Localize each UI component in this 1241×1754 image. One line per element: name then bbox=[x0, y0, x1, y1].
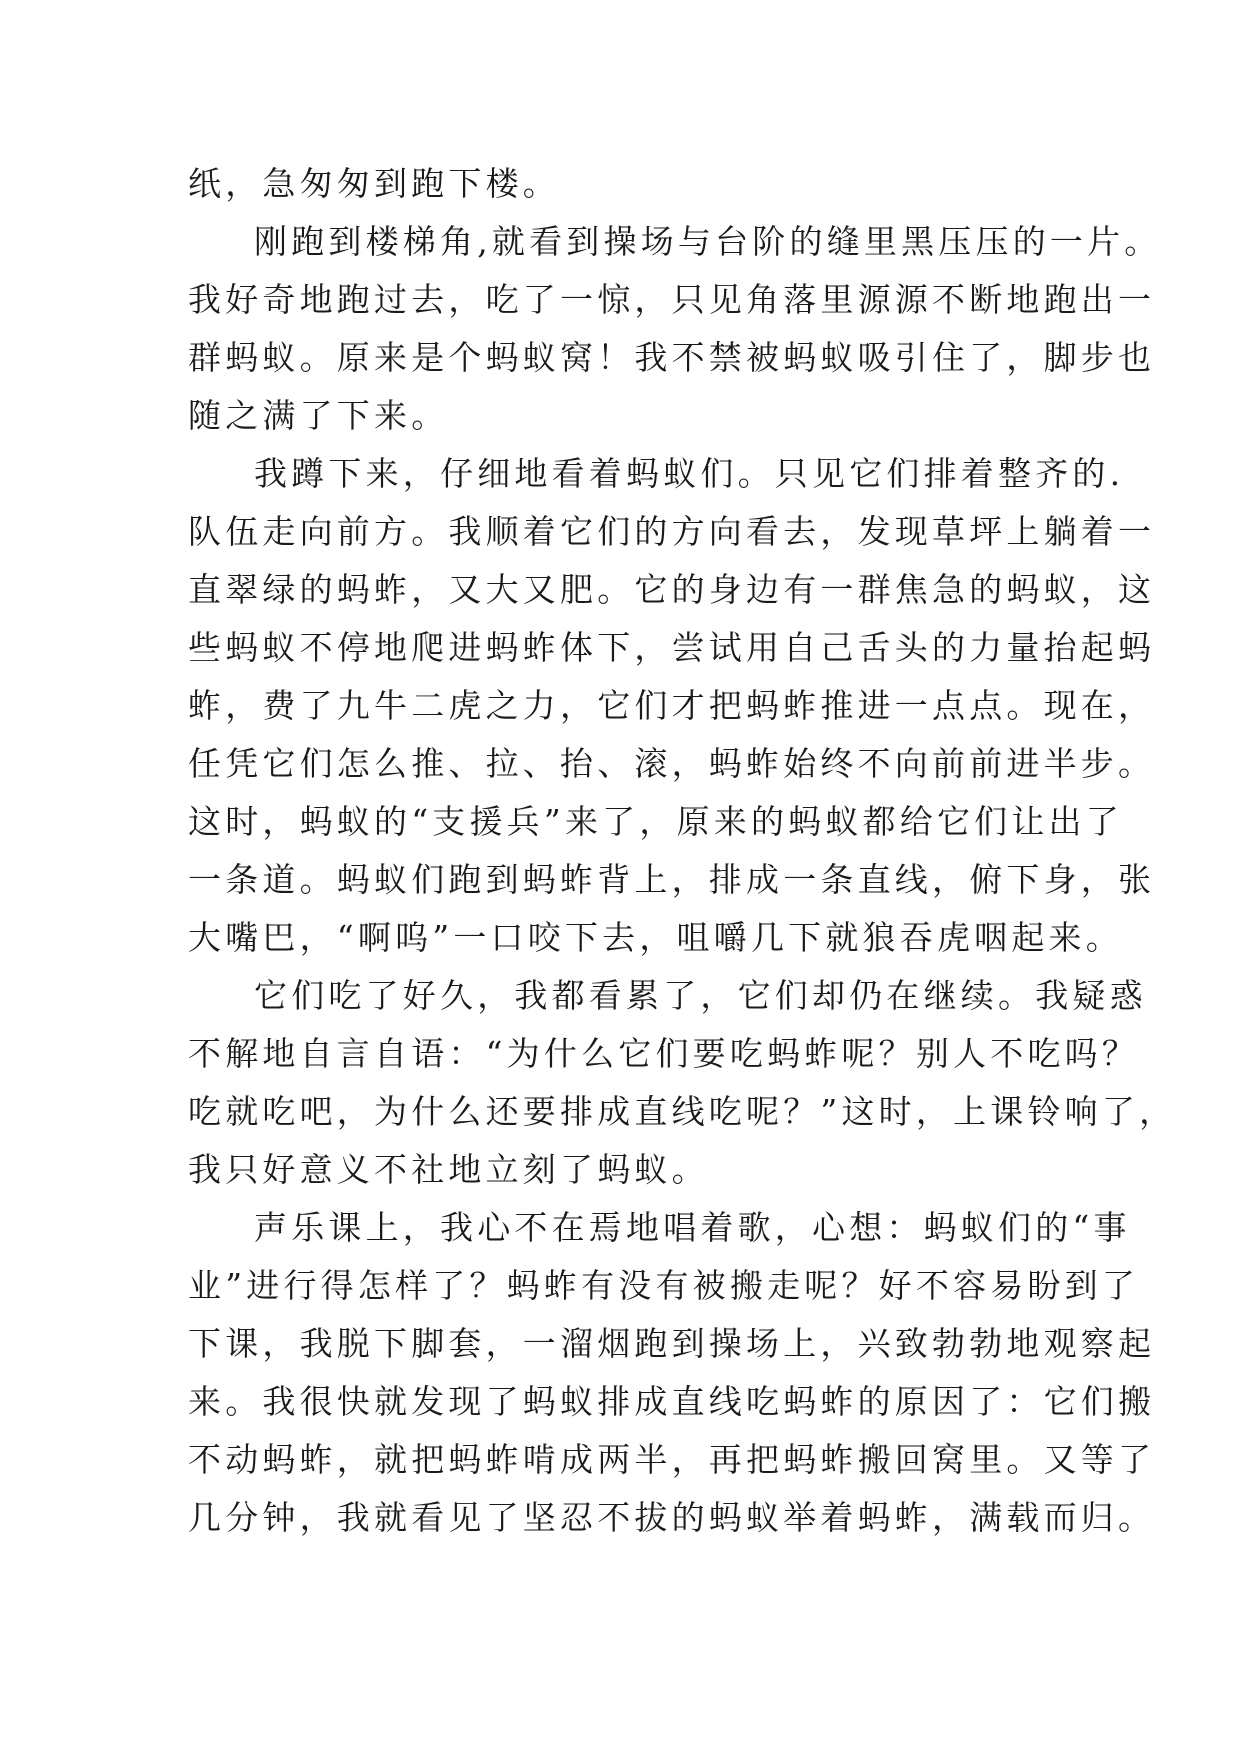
text-line: 直翠绿的蚂蚱，又大又肥。它的身边有一群焦急的蚂蚁，这 bbox=[188, 570, 1156, 609]
text-line: 任凭它们怎么推、拉、抬、滚，蚂蚱始终不向前前进半步。 bbox=[188, 744, 1156, 783]
text-line: 不解地自言自语：“为什么它们要吃蚂蚱呢？别人不吃吗？ bbox=[188, 1034, 1140, 1073]
text-line: 来。我很快就发现了蚂蚁排成直线吃蚂蚱的原因了：它们搬 bbox=[188, 1382, 1156, 1421]
text-line: 吃就吃吧，为什么还要排成直线吃呢？”这时，上课铃响了， bbox=[188, 1092, 1177, 1131]
text-line: 业”进行得怎样了？蚂蚱有没有被搬走呢？好不容易盼到了 bbox=[188, 1266, 1140, 1305]
text-line: 随之满了下来。 bbox=[188, 396, 449, 435]
text-line: 队伍走向前方。我顺着它们的方向看去，发现草坪上躺着一 bbox=[188, 512, 1156, 551]
text-line: 几分钟，我就看见了坚忍不拔的蚂蚁举着蚂蚱，满载而归。 bbox=[188, 1498, 1156, 1537]
text-line: 蚱，费了九牛二虎之力，它们才把蚂蚱推进一点点。现在， bbox=[188, 686, 1156, 725]
paragraph-first-line: 它们吃了好久，我都看累了，它们却仍在继续。我疑惑 bbox=[254, 976, 1147, 1015]
essay-body bbox=[188, 155, 1177, 1547]
text-line: 大嘴巴，“啊呜”一口咬下去，咀嚼几下就狼吞虎咽起来。 bbox=[188, 918, 1123, 957]
paragraph-first-line: 声乐课上，我心不在焉地唱着歌，心想：蚂蚁们的“事 bbox=[254, 1208, 1131, 1247]
paragraph-first-line: 我蹲下来，仔细地看着蚂蚁们。只见它们排着整齐的. bbox=[254, 454, 1125, 493]
text-line: 下课，我脱下脚套，一溜烟跑到操场上，兴致勃勃地观察起 bbox=[188, 1324, 1156, 1363]
text-line: 我好奇地跑过去，吃了一惊，只见角落里源源不断地跑出一 bbox=[188, 280, 1156, 319]
text-line: 群蚂蚁。原来是个蚂蚁窝！我不禁被蚂蚁吸引住了，脚步也 bbox=[188, 338, 1156, 377]
paragraph-first-line: 刚跑到楼梯角,就看到操场与台阶的缝里黑压压的一片。 bbox=[254, 222, 1162, 261]
text-line: 我只好意义不社地立刻了蚂蚁。 bbox=[188, 1150, 709, 1189]
text-line: 不动蚂蚱，就把蚂蚱啃成两半，再把蚂蚱搬回窝里。又等了 bbox=[188, 1440, 1156, 1479]
text-line: 一条道。蚂蚁们跑到蚂蚱背上，排成一条直线，俯下身，张 bbox=[188, 860, 1156, 899]
text-line: 这时，蚂蚁的“支援兵”来了，原来的蚂蚁都给它们让出了 bbox=[188, 802, 1123, 841]
text-line: 纸，急匆匆到跑下楼。 bbox=[188, 164, 560, 203]
text-line: 些蚂蚁不停地爬进蚂蚱体下，尝试用自己舌头的力量抬起蚂 bbox=[188, 628, 1156, 667]
